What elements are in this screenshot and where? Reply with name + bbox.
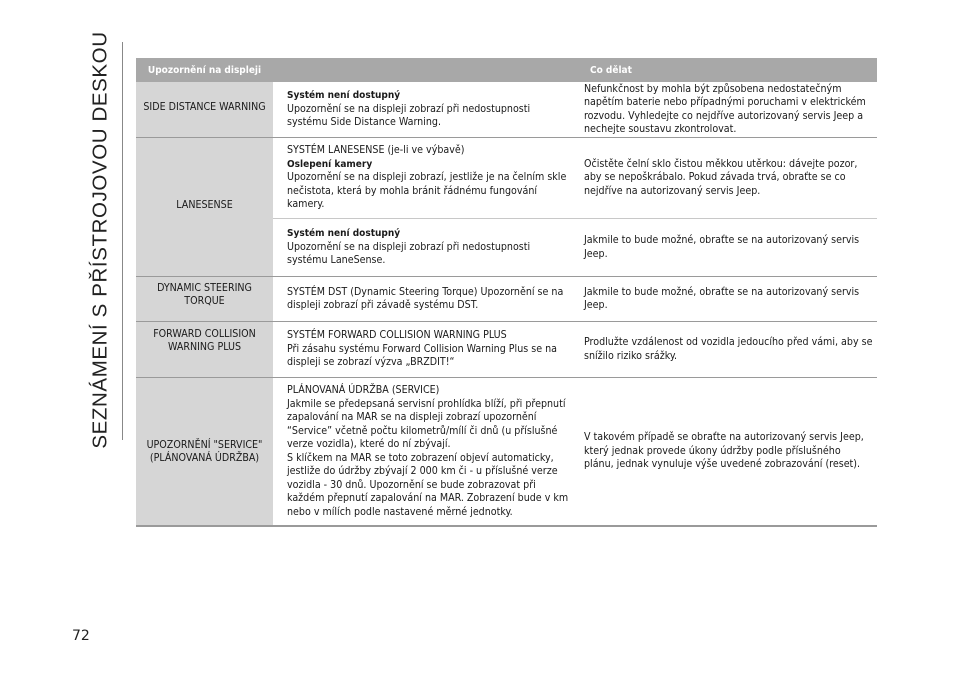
message-bold: Systém není dostupný [287,228,401,240]
header-what-to-do: Co dělat [590,64,632,76]
row-message [273,219,584,276]
row-label: LANESENSE [136,138,273,276]
row-message [273,322,584,377]
row-action: Jakmile to bude možné, obraťte se na autorizovaný servis Jeep. [584,285,860,311]
chapter-title: SEZNÁMENÍ S PŘÍSTROJOVOU DESKOU [89,31,112,449]
page-number: 72 [72,628,90,644]
row-label: UPOZORNĚNÍ "SERVICE" (PLÁNOVANÁ ÚDRŽBA) [136,378,273,525]
row-message [273,138,584,218]
table-row [136,82,877,138]
table-row [136,378,877,527]
message-text: Jakmile se předepsaná servisní prohlídka blíží, při přepnutí zapalování na MAR se na displeji zobrazí upozornění “Service” včetně počtu kilometrů/mílí či dnů (u příslušné verze vozidla), které do ní zbývají. [287,397,566,450]
message-text: Upozornění se na displeji zobrazí při nedostupnosti systému LaneSense. [287,240,531,267]
message-bold: Oslepení kamery [287,158,373,170]
table-row [136,322,877,378]
message-text: Při zásahu systému Forward Collision Warning Plus se na displeji se zobrazí výzva „BRZDIT!“ [287,342,557,369]
table-row [136,138,877,277]
row-message [273,82,584,137]
row-action: Očistěte čelní sklo čistou měkkou utěrkou: dávejte pozor, aby se nepoškrábalo. Pokud závada trvá, obraťte se co nejdříve na autorizovaný servis Jeep. [584,157,858,197]
row-message: SYSTÉM DST (Dynamic Steering Torque) Upozornění se na displeji zobrazí při závadě systému DST. [287,285,564,311]
chapter-divider [122,42,123,440]
row-action: V takovém případě se obraťte na autorizovaný servis Jeep, který jednak provede úkony údržby podle příslušného plánu, jednak vynuluje výše uvedené zobrazování (reset). [584,431,864,471]
row-action: Nefunkčnost by mohla být způsobena nedostatečným napětím baterie nebo případnými poruchami v elektrickém rozvodu. Vyhledejte co nejdříve autorizovaný servis Jeep a nechejte soustavu zkontrolovat. [584,82,866,135]
message-bold: Systém není dostupný [287,90,401,102]
table-row [136,277,877,322]
message-text: Upozornění se na displeji zobrazí, jestliže je na čelním skle nečistota, která by mohla bránit řádnému fungování kamery. [287,171,567,211]
header-display-warning: Upozornění na displeji [147,64,262,76]
row-label: SIDE DISTANCE WARNING [136,82,273,137]
chapter-title-vertical [84,31,118,449]
row-action: Prodlužte vzdálenost od vozidla jedoucího před vámi, aby se snížilo riziko srážky. [584,336,873,362]
row-label: DYNAMIC STEERING TORQUE [136,277,273,321]
row-message [273,378,584,525]
table-subrow [273,218,877,276]
message-title: PLÁNOVANÁ ÚDRŽBA (SERVICE) [287,384,440,396]
row-label: FORWARD COLLISION WARNING PLUS [136,322,273,377]
table-header [136,58,877,82]
header-blank [273,58,584,82]
message-text: Upozornění se na displeji zobrazí při nedostupnosti systému Side Distance Warning. [287,102,531,129]
message-title: SYSTÉM FORWARD COLLISION WARNING PLUS [287,329,507,342]
table-subrow [273,138,877,218]
message-title: SYSTÉM LANESENSE (je-li ve výbavě) [287,144,465,157]
row-action: Jakmile to bude možné, obraťte se na autorizovaný servis Jeep. [584,234,860,260]
message-text-2: S klíčkem na MAR se toto zobrazení objeví automaticky, jestliže do údržby zbývají 2 000 km či - u příslušné verze vozidla - 30 dnů. Upozornění se bude zobrazovat při každém přepnutí zapalování na MAR. Zobrazení bude v km nebo v mílích podle nastavené měrné jednotky. [287,451,569,518]
warning-table [136,58,877,527]
